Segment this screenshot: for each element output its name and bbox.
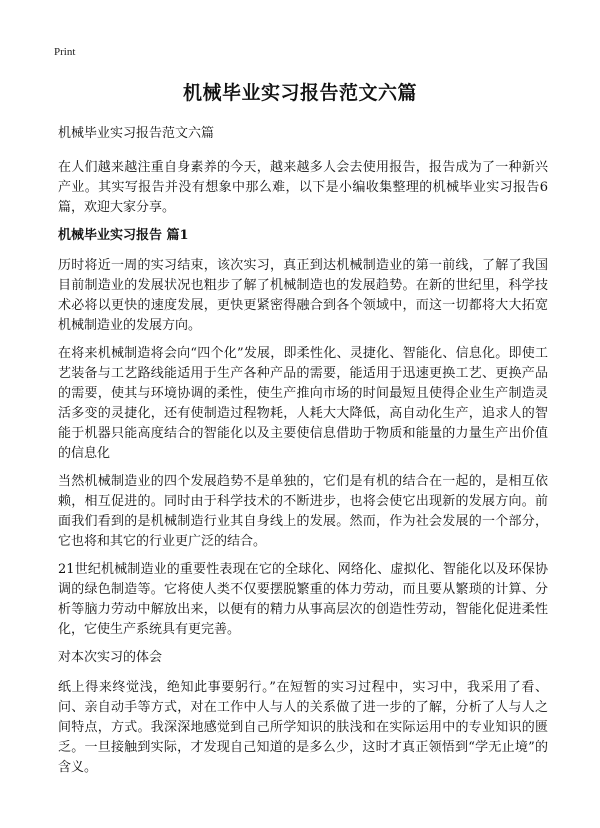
closing-paragraph: 纸上得来终觉浅，绝知此事要躬行。”在短暂的实习过程中，实习中，我采用了看、问、亲自动手等方式，对在工作中人与人的关系做了进一步的了解，分析了人与人之间特点，方式。我深深地感觉到自己所学知识的肤浅和在实际运用中的专业知识的匮乏。一旦接触到实际，才发现自己知道的是多么少，这时才真正领悟到“学无止境”的含义。	[58, 680, 548, 775]
intro-paragraph: 在人们越来越注重自身素养的今天，越来越多人会去使用报告，报告成为了一种新兴产业。其实写报告并没有想象中那么难，以下是小编收集整理的机械毕业实习报告6篇，欢迎大家分享。	[58, 160, 548, 215]
body-paragraph: 在将来机械制造将会向“四个化”发展，即柔性化、灵捷化、智能化、信息化。即使工艺装备与工艺路线能适用于生产各种产品的需要，能适用于迅速更换工艺、更换产品的需要，使其与环境协调的柔性，使生产推向市场的时间最短且使得企业生产制造灵活多变的灵捷化，还有使制造过程物耗，人耗大大降低，高自动化生产，追求人的智能于机器只能高度结合的智能化以及主要使信息借助于物质和能量的力量生产出价值的信息化	[58, 346, 548, 461]
body-paragraph: 历时将近一周的实习结束，该次实习，真正到达机械制造业的第一前线，了解了我国目前制造业的发展状况也粗步了解了机械制造也的发展趋势。在新的世纪里，科学技术必将以更快的速度发展，更快更紧密得融合到各个领域中，而这一切都将大大拓宽机械制造业的发展方向。	[58, 258, 548, 333]
print-link[interactable]: Print	[54, 46, 76, 58]
body-paragraph: 21世纪机械制造业的重要性表现在它的全球化、网络化、虚拟化、智能化以及环保协调的绿色制造等。它将使人类不仅要摆脱繁重的体力劳动，而且要从繁琐的计算、分析等脑力劳动中解放出来，以便有的精力从事高层次的创造性劳动，智能化促进柔性化，它使生产系统具有更完善。	[58, 562, 548, 637]
document-subtitle: 机械毕业实习报告范文六篇	[58, 126, 215, 141]
document-body	[58, 124, 548, 786]
page-title: 机械毕业实习报告范文六篇	[182, 82, 417, 104]
body-paragraph: 当然机械制造业的四个发展趋势不是单独的，它们是有机的结合在一起的，是相互依赖，相互促进的。同时由于科学技术的不断进步，也将会使它出现新的发展方向。前面我们看到的是机械制造行业其自身线上的发展。然而，作为社会发展的一个部分，它也将和其它的行业更广泛的结合。	[58, 474, 548, 549]
section-heading-1: 机械毕业实习报告 篇1	[58, 228, 189, 243]
section-heading-2: 对本次实习的体会	[58, 650, 163, 665]
